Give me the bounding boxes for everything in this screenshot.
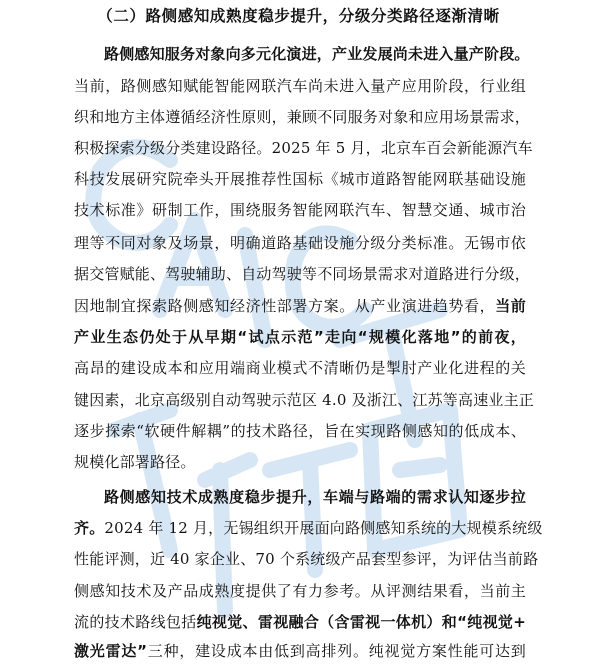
paragraph-1-line — [74, 169, 526, 189]
paragraph-1-line — [74, 452, 526, 472]
bold-text-run: 当前 — [495, 297, 527, 315]
text-run: 当前，路侧感知赋能智能网联汽车尚未进入量产应用阶段，行业组 — [74, 77, 526, 95]
paragraph-1-line — [74, 200, 526, 220]
text-run: 技术标准》研制工作，围绕服务智能网联汽车、智慧交通、城市治 — [74, 201, 526, 219]
bold-text-run: 齐。 — [74, 519, 105, 537]
text-run: 三种，建设成本由低到高排列。纯视觉方案性能可达到 — [147, 642, 527, 660]
paragraph-1-line — [74, 76, 526, 96]
text-run: 性能评测，近 40 家企业、70 个系统级产品套型参评，为评估当前路 — [74, 550, 539, 568]
text-run: 据交管赋能、驾驶辅助、自动驾驶等不同场景需求对道路进行分级， — [74, 265, 531, 283]
text-run: 键因素，北京高级别自动驾驶示范区 4.0 及浙江、江苏等高速业主正 — [74, 391, 534, 409]
paragraph-1-line — [74, 264, 531, 284]
paragraph-1-line — [74, 296, 526, 316]
text-run: 侧感知技术及产品成熟度提供了有力参考。从评测结果看，当前主 — [74, 582, 526, 600]
paragraph-1-line — [74, 421, 526, 441]
bold-text-run: 路侧感知服务对象向多元化演进，产业发展尚未进入量产阶段。 — [104, 45, 530, 63]
bold-text-run: 纯视觉、雷视融合（含雷视一体机）和“纯视觉+ — [196, 613, 526, 631]
paragraph-1-line — [74, 107, 531, 127]
text-run: 流的技术路线包括 — [74, 613, 197, 631]
paragraph-1-line — [74, 138, 533, 158]
text-run: 理等不同对象及场景，明确道路基础设施分级分类标准。无锡市依 — [74, 234, 526, 252]
paragraph-1-line — [74, 233, 526, 253]
text-run: 逐步探索“软硬件解耦”的技术路径，旨在实现路侧感知的低成本、 — [74, 422, 526, 440]
text-run: 科技发展研究院牵头开展推荐性国标《城市道路智能网联基础设施 — [74, 170, 526, 188]
bold-text-run: 路侧感知技术成熟度稳步提升，车端与路端的需求认知逐步拉 — [104, 488, 526, 506]
paragraph-1-line — [104, 44, 530, 64]
paragraph-1-line — [74, 358, 526, 378]
paragraph-1-line — [74, 327, 526, 347]
paragraph-1-line — [74, 390, 534, 410]
text-run: 2024 年 12 月，无锡组织开展面向路侧感知系统的大规模系统级 — [104, 519, 543, 537]
text-run: 积极探索分级分类建设路径。2025 年 5 月，北京车百会新能源汽车 — [74, 139, 533, 157]
section-heading: （二）路侧感知成熟度稳步提升，分级分类路径逐渐清晰 — [97, 7, 500, 25]
bold-text-run: 激光雷达” — [74, 642, 148, 660]
text-run: 因地制宜探索路侧感知经济性部署方案。从产业演进趋势看， — [74, 297, 496, 315]
paragraph-2-line — [74, 549, 539, 569]
paragraph-2-line — [74, 518, 543, 538]
text-run: 织和地方主体遵循经济性原则，兼顾不同服务对象和应用场景需求， — [74, 108, 531, 126]
text-run: 高昂的建设成本和应用端商业模式不清晰仍是掣肘产业化进程的关 — [74, 359, 526, 377]
bold-text-run: 产业生态仍处于从早期“试点示范”走向“规模化落地”的前夜， — [74, 328, 526, 346]
text-run: 规模化部署路径。 — [74, 453, 196, 471]
paragraph-2-line — [74, 612, 526, 632]
paragraph-2-line — [74, 581, 526, 601]
paragraph-2-line — [74, 641, 526, 661]
paragraph-2-line — [104, 487, 526, 507]
